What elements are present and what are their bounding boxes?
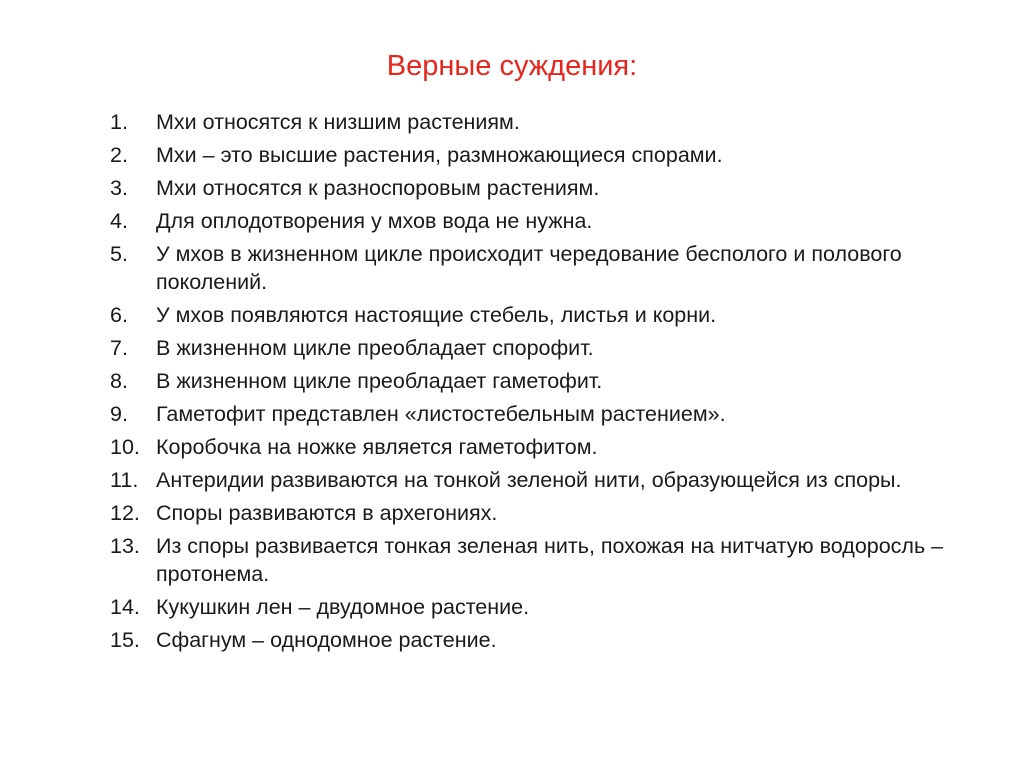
list-item: [110, 532, 990, 588]
item-text: Споры развиваются в архегониях.: [156, 501, 498, 525]
item-number: 2.: [110, 143, 128, 167]
list-item: [110, 466, 990, 494]
item-text: Сфагнум – однодомное растение.: [156, 628, 497, 652]
list-item: [110, 400, 990, 428]
list-item: [110, 108, 990, 136]
item-number: 12.: [110, 501, 140, 525]
item-number: 3.: [110, 176, 128, 200]
item-number: 1.: [110, 110, 128, 134]
slide-title: Верные суждения:: [386, 50, 638, 82]
item-text: Коробочка на ножке является гаметофитом.: [156, 435, 598, 459]
item-number: 13.: [110, 534, 140, 558]
list-item: [110, 593, 990, 621]
item-text: В жизненном цикле преобладает гаметофит.: [156, 369, 603, 393]
item-number: 8.: [110, 369, 128, 393]
list-item: [110, 301, 990, 329]
item-number: 10.: [110, 435, 140, 459]
list-item: [110, 433, 990, 461]
item-number: 11.: [110, 468, 139, 492]
item-text: Гаметофит представлен «листостебельным растением».: [156, 402, 726, 426]
list-item: [110, 626, 990, 654]
item-number: 6.: [110, 303, 128, 327]
item-text: Мхи относятся к разноспоровым растениям.: [156, 176, 600, 200]
item-number: 7.: [110, 336, 128, 360]
item-text: В жизненном цикле преобладает спорофит.: [156, 336, 594, 360]
item-text: Мхи относятся к низшим растениям.: [156, 110, 520, 134]
item-text: Кукушкин лен – двудомное растение.: [156, 595, 530, 619]
item-text: У мхов появляются настоящие стебель, листья и корни.: [156, 303, 717, 327]
list-item: [110, 367, 990, 395]
statement-list: [110, 108, 990, 659]
item-number: 9.: [110, 402, 128, 426]
list-item: [110, 141, 990, 169]
item-text: Антеридии развиваются на тонкой зеленой нити, образующейся из споры.: [156, 468, 902, 492]
item-number: 14.: [110, 595, 140, 619]
item-text: Из споры развивается тонкая зеленая нить, похожая на нитчатую водоросль – протонема.: [156, 534, 944, 586]
item-text: Для оплодотворения у мхов вода не нужна.: [156, 209, 593, 233]
list-item: [110, 207, 990, 235]
list-item: [110, 174, 990, 202]
item-text: У мхов в жизненном цикле происходит чередование бесполого и полового поколений.: [156, 242, 902, 294]
item-number: 4.: [110, 209, 128, 233]
item-number: 5.: [110, 242, 128, 266]
list-item: [110, 240, 990, 296]
list-item: [110, 334, 990, 362]
item-text: Мхи – это высшие растения, размножающиеся спорами.: [156, 143, 723, 167]
item-number: 15.: [110, 628, 140, 652]
list-item: [110, 499, 990, 527]
